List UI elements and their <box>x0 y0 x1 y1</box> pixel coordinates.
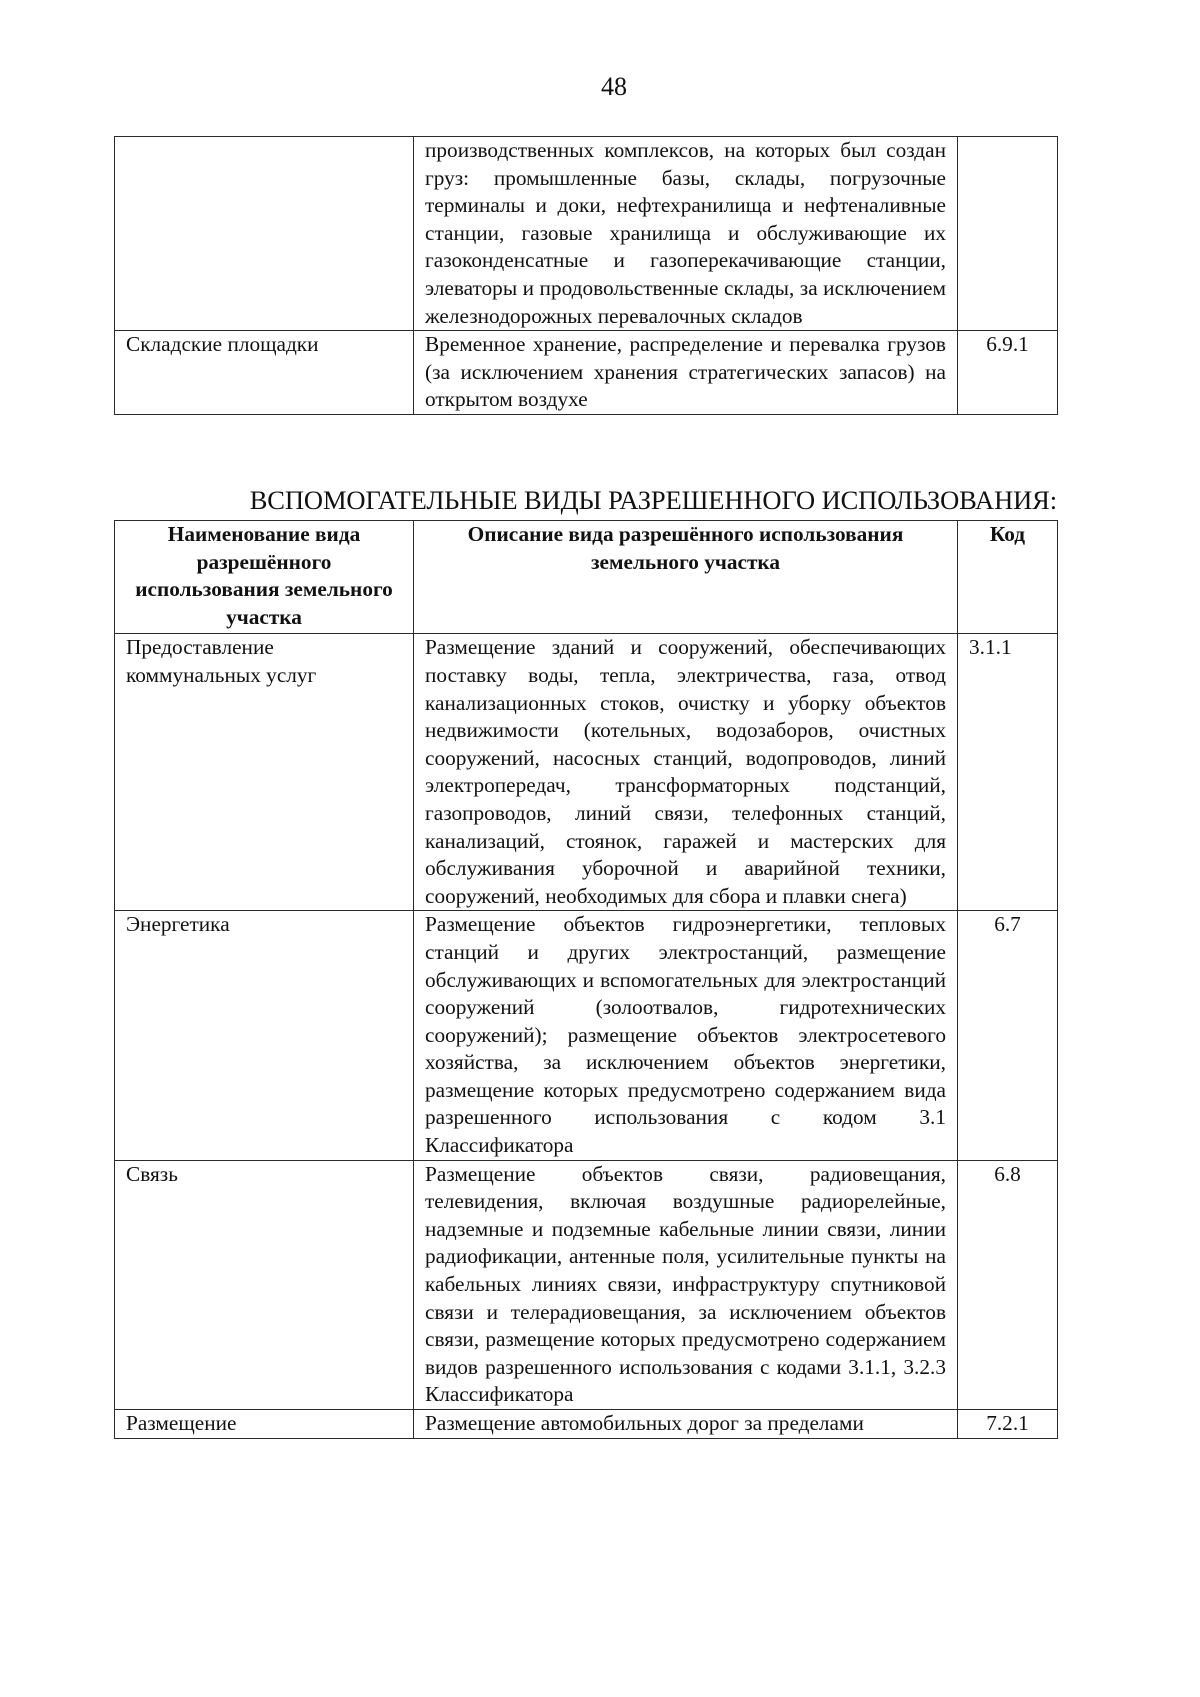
page-number: 48 <box>601 72 627 101</box>
use-name-cell <box>115 137 414 331</box>
auxiliary-land-use-table <box>114 520 1058 1439</box>
use-name-cell: Предоставление коммунальных услуг <box>115 634 414 911</box>
use-code-cell: 6.9.1 <box>958 331 1058 415</box>
table-row <box>115 331 1058 415</box>
column-header-description: Описание вида разрешённого использования земельного участка <box>414 521 958 634</box>
table-row <box>115 1410 1058 1439</box>
use-code-cell: 6.8 <box>958 1160 1058 1409</box>
use-description-cell: производственных комплексов, на которых был создан груз: промышленные базы, склады, погрузочные терминалы и доки, нефтехранилища и нефтеналивные станции, газовые хранилища и обслуживающие их газоконденсатные и газоперекачивающие станции, элеваторы и продовольственные склады, за исключением железнодорожных перевалочных складов <box>414 137 958 331</box>
table-header-row <box>115 521 1058 634</box>
column-header-name: Наименование вида разрешённого использования земельного участка <box>115 521 414 634</box>
column-header-code: Код <box>958 521 1058 634</box>
use-name-cell: Энергетика <box>115 911 414 1160</box>
table-row <box>115 634 1058 911</box>
table-row <box>115 137 1058 331</box>
use-code-cell: 3.1.1 <box>958 634 1058 911</box>
use-code-cell <box>958 137 1058 331</box>
use-name-cell: Связь <box>115 1160 414 1409</box>
use-description-cell: Размещение зданий и сооружений, обеспечивающих поставку воды, тепла, электричества, газа, отвод канализационных стоков, очистку и уборку объектов недвижимости (котельных, водозаборов, очистных сооружений, насосных станций, водопроводов, линий электропередач, трансформаторных подстанций, газопроводов, линий связи, телефонных станций, канализаций, стоянок, гаражей и мастерских для обслуживания уборочной и аварийной техники, сооружений, необходимых для сбора и плавки снега) <box>414 634 958 911</box>
use-code-cell: 7.2.1 <box>958 1410 1058 1439</box>
use-code-cell: 6.7 <box>958 911 1058 1160</box>
use-description-cell: Размещение автомобильных дорог за пределами <box>414 1410 958 1439</box>
use-name-cell: Складские площадки <box>115 331 414 415</box>
use-description-cell: Временное хранение, распределение и перевалка грузов (за исключением хранения стратегических запасов) на открытом воздухе <box>414 331 958 415</box>
continued-land-use-table <box>114 136 1058 415</box>
table-row <box>115 911 1058 1160</box>
section-heading: ВСПОМОГАТЕЛЬНЫЕ ВИДЫ РАЗРЕШЕННОГО ИСПОЛЬЗОВАНИЯ: <box>249 485 1057 515</box>
use-name-cell: Размещение <box>115 1410 414 1439</box>
table-row <box>115 1160 1058 1409</box>
use-description-cell: Размещение объектов гидроэнергетики, тепловых станций и других электростанций, размещение обслуживающих и вспомогательных для электростанций сооружений (золоотвалов, гидротехнических сооружений); размещение объектов электросетевого хозяйства, за исключением объектов энергетики, размещение которых предусмотрено содержанием вида разрешенного использования с кодом 3.1 Классификатора <box>414 911 958 1160</box>
use-description-cell: Размещение объектов связи, радиовещания, телевидения, включая воздушные радиорелейные, надземные и подземные кабельные линии связи, линии радиофикации, антенные поля, усилительные пункты на кабельных линиях связи, инфраструктуру спутниковой связи и телерадиовещания, за исключением объектов связи, размещение которых предусмотрено содержанием видов разрешенного использования с кодами 3.1.1, 3.2.3 Классификатора <box>414 1160 958 1409</box>
